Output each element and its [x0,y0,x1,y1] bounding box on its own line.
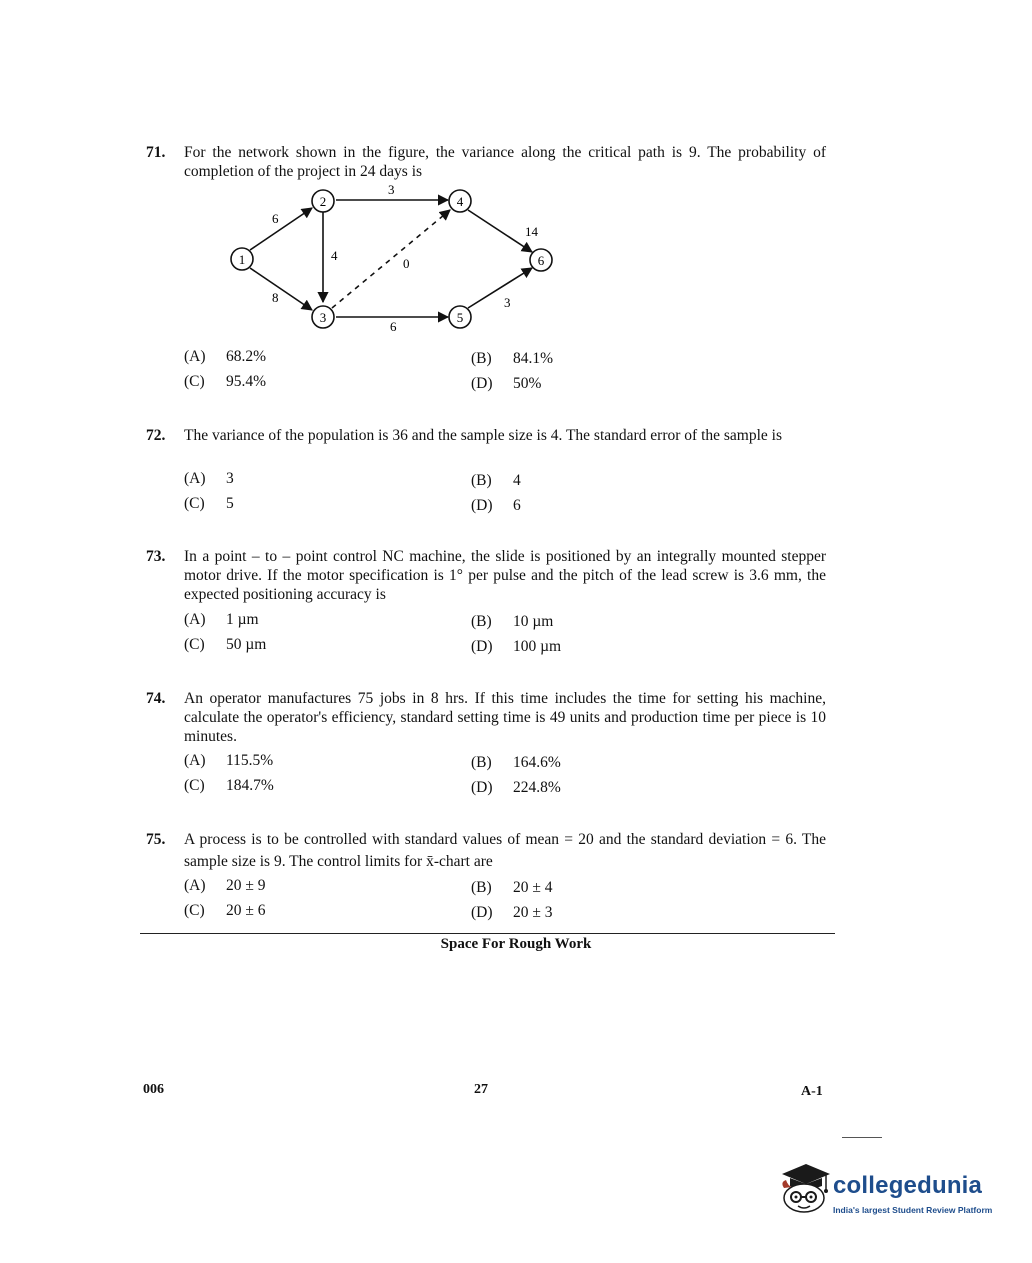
option-c[interactable]: (C) 184.7% [184,777,274,794]
question-text: An operator manufactures 75 jobs in 8 hrs. If this time includes the time for setting his machine, calculate the operator's efficiency, standard setting time is 49 units and production time per piece is 10 minutes. [184,690,826,745]
svg-text:3: 3 [319,310,327,325]
option-b[interactable]: (B) 84.1% [471,350,554,367]
question-number: 72. [146,427,166,444]
option-d[interactable]: (D) 20 ± 3 [471,904,553,921]
booklet-series: A-1 [801,1084,823,1099]
edge-1-3 [250,268,312,310]
question-text: A process is to be controlled with standard values of mean = 20 and the standard deviation = 6. The sample size is 9. The control limits for x̄-chart are [184,831,826,870]
option-c[interactable]: (C) 20 ± 6 [184,902,266,919]
svg-text:1: 1 [238,252,246,267]
divider [842,1137,882,1138]
node-6 [530,249,552,271]
question-text: For the network shown in the figure, the variance along the critical path is 9. The probability of completion of the project in 24 days is [184,144,826,180]
edge-label-4-6: 14 [525,224,538,239]
option-b[interactable]: (B) 164.6% [471,754,561,771]
question-73 [146,547,826,604]
node-1 [231,248,253,270]
node-2 [312,190,334,212]
question-number: 75. [146,831,166,848]
edge-label-3-5: 6 [390,319,397,334]
option-a[interactable]: (A) 1 µm [184,611,259,628]
option-a[interactable]: (A) 68.2% [184,348,267,365]
edge-label-2-4: 3 [388,182,395,197]
option-d[interactable]: (D) 224.8% [471,779,561,796]
question-75 [146,829,826,873]
edge-label-1-2: 6 [272,211,279,226]
option-d[interactable]: (D) 50% [471,375,542,392]
question-74 [146,689,826,746]
edge-1-2 [250,208,312,250]
brand-name: collegedunia [833,1172,983,1199]
option-b[interactable]: (B) 10 µm [471,613,554,630]
question-text: The variance of the population is 36 and the sample size is 4. The standard error of the sample is [184,427,783,444]
edge-label-1-3: 8 [272,290,279,305]
edge-5-6 [468,268,532,308]
option-d[interactable]: (D) 100 µm [471,638,562,655]
edge-label-3-4: 0 [403,256,410,271]
node-4 [449,190,471,212]
network-diagram [220,180,570,340]
option-b[interactable]: (B) 20 ± 4 [471,879,553,896]
edge-4-6 [468,210,532,252]
question-number: 73. [146,548,166,565]
mascot-icon [776,1160,834,1220]
svg-text:2: 2 [319,194,327,209]
edge-label-2-3: 4 [331,248,338,263]
option-d[interactable]: (D) 6 [471,497,521,514]
question-71 [146,143,826,181]
svg-text:4: 4 [456,194,464,209]
option-c[interactable]: (C) 50 µm [184,636,267,653]
edge-label-5-6: 3 [504,295,511,310]
brand-logo [776,1160,1016,1220]
brand-tagline: India's largest Student Review Platform [833,1205,993,1215]
question-number: 74. [146,690,166,707]
svg-text:5: 5 [456,310,464,325]
option-a[interactable]: (A) 115.5% [184,752,274,769]
option-a[interactable]: (A) 3 [184,470,234,487]
option-a[interactable]: (A) 20 ± 9 [184,877,266,894]
node-3 [312,306,334,328]
page-number: 27 [474,1082,488,1097]
footer-code: 006 [143,1082,164,1097]
edge-3-4-dummy [332,210,450,308]
node-5 [449,306,471,328]
option-c[interactable]: (C) 5 [184,495,234,512]
question-72 [146,426,826,445]
svg-text:6: 6 [537,253,545,268]
question-number: 71. [146,144,166,161]
option-b[interactable]: (B) 4 [471,472,521,489]
rough-work-heading: Space For Rough Work [440,936,592,952]
divider [140,933,835,934]
question-text: In a point – to – point control NC machine, the slide is positioned by an integrally mounted stepper motor drive. If the motor specification is 1° per pulse and the pitch of the lead screw is 3.6 mm, the expected positioning accuracy is [184,548,826,603]
option-c[interactable]: (C) 95.4% [184,373,267,390]
